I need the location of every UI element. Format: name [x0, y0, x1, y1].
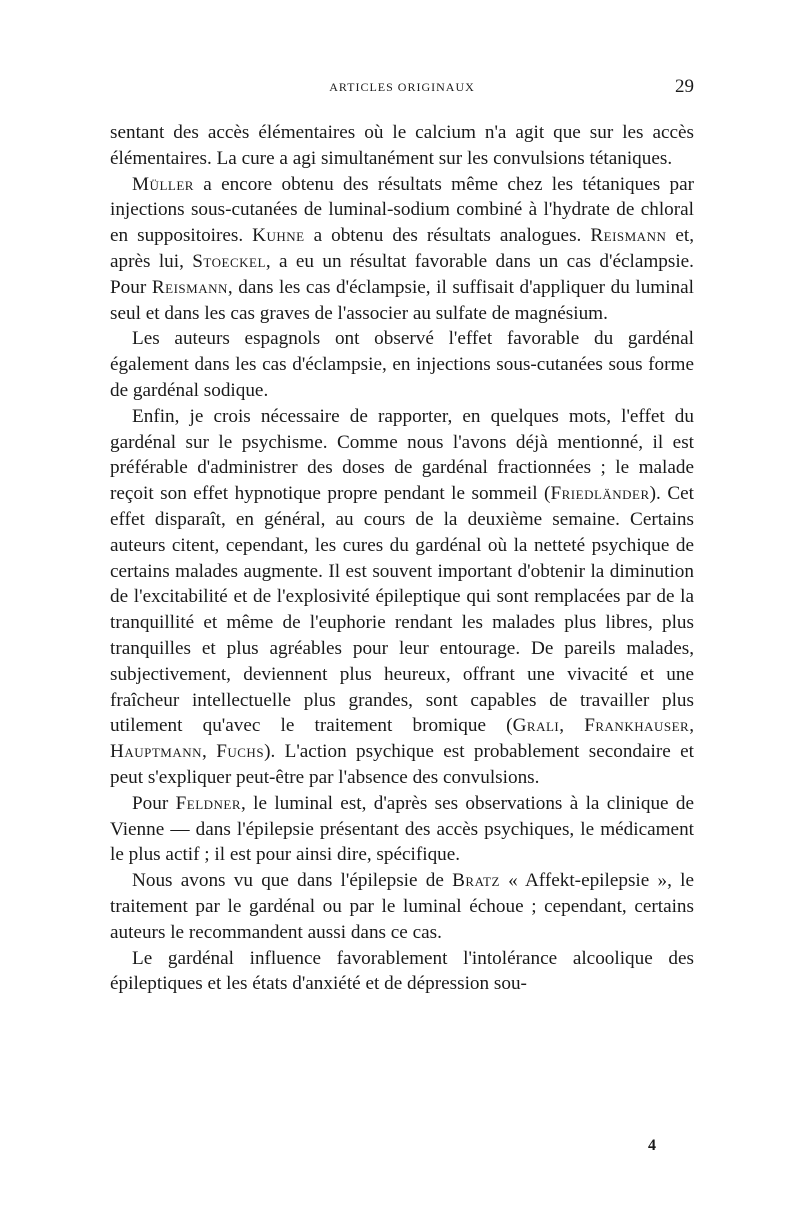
text-segment: , a eu un résultat favorable dans un cas d'éclampsie. Pour — [110, 250, 694, 298]
author-name: Kuhne — [252, 225, 305, 247]
paragraph — [110, 404, 694, 791]
author-name: Reismann — [590, 225, 667, 247]
text-segment: et, après lui, — [110, 225, 694, 272]
document-page — [110, 78, 694, 997]
author-name: Reismann — [151, 276, 228, 298]
text-segment: Le gardénal influence favorablement l'intolérance alcoolique des épileptiques et les états d'anxiété et de dépression sou- — [110, 947, 694, 995]
text-segment: Enfin, je crois nécessaire de rapporter, en quelques mots, l'effet du gardénal sur le psychisme. Comme nous l'avons déjà mentionné, il est préférable d'administrer des doses de gardénal fractionnées ; le malade reçoit son effet hypnotique propre pendant le sommeil ( — [110, 405, 694, 505]
body-text — [110, 120, 694, 997]
paragraph — [110, 326, 694, 403]
text-segment: , — [689, 715, 695, 737]
author-name: Grali — [512, 715, 560, 737]
author-name: Frankhauser — [584, 715, 690, 737]
text-segment: Les auteurs espagnols ont observé l'effet favorable du gardénal également dans les cas d'éclampsie, en injections sous-cutanées sous forme de gardénal sodique. — [110, 328, 694, 401]
author-name: Friedländer — [550, 483, 650, 505]
author-name: Feldner — [175, 792, 242, 814]
text-segment: « Affekt-epilepsie », le traitement par le gardénal ou par le luminal échoue ; cependant, certains auteurs le recommandent aussi dans ce cas. — [110, 870, 694, 943]
paragraph — [110, 120, 694, 172]
running-head-title: ARTICLES ORIGINAUX — [329, 80, 475, 94]
text-segment: ). L'action psychique est probablement secondaire et peut s'expliquer peut-être par l'absence des convulsions. — [110, 741, 694, 788]
paragraph — [110, 868, 694, 945]
page-number: 29 — [675, 76, 694, 97]
text-segment: , le luminal est, d'après ses observations à la clinique de Vienne — dans l'épilepsie présentant des accès psychiques, le médicament le plus actif ; il est pour ainsi dire, spécifique. — [110, 792, 694, 866]
text-segment: sentant des accès élémentaires où le calcium n'a agit que sur les accès élémentaires. La cure a agi simultanément sur les convulsions tétaniques. — [110, 122, 694, 169]
author-name: Stoeckel — [192, 250, 266, 272]
text-segment: Pour — [132, 792, 176, 814]
text-segment: a encore obtenu des résultats même chez les tétaniques par injections sous-cutanées de luminal-sodium combiné à l'hydrate de chloral en suppositoires. — [110, 173, 694, 247]
text-segment: ). Cet effet disparaît, en général, au cours de la deuxième semaine. Certains auteurs citent, cependant, les cures du gardénal où la netteté psychique de certains malades augmente. Il est souvent important d'obtenir la diminution de l'excitabilité et de l'explosivité épileptique qui sont remplacées par de la tranquillité et même de l'euphorie rendant les malades plus libres, plus tranquilles et plus agréables pour leur entourage. De pareils malades, subjectivement, deviennent plus heureux, offrant une vivacité et une fraîcheur intellectuelle plus grandes, sont capables de travailler plus utilement qu'avec le traitement bromique ( — [110, 483, 694, 737]
text-segment: a obtenu des résultats analogues. — [304, 225, 591, 247]
paragraph — [110, 791, 694, 868]
author-name: Hauptmann — [110, 741, 203, 763]
text-segment: , — [202, 741, 217, 763]
text-segment: , — [559, 715, 585, 737]
signature-mark: 4 — [648, 1137, 656, 1154]
author-name: Bratz — [452, 870, 500, 892]
running-head — [110, 78, 694, 100]
author-name: Müller — [132, 173, 194, 195]
text-segment: Nous avons vu que dans l'épilepsie de — [132, 870, 453, 892]
text-segment: , dans les cas d'éclampsie, il suffisait d'appliquer du luminal seul et dans les cas graves de l'associer au sulfate de magnésium. — [110, 276, 694, 324]
author-name: Fuchs — [216, 741, 265, 763]
paragraph — [110, 172, 694, 327]
paragraph — [110, 946, 694, 998]
